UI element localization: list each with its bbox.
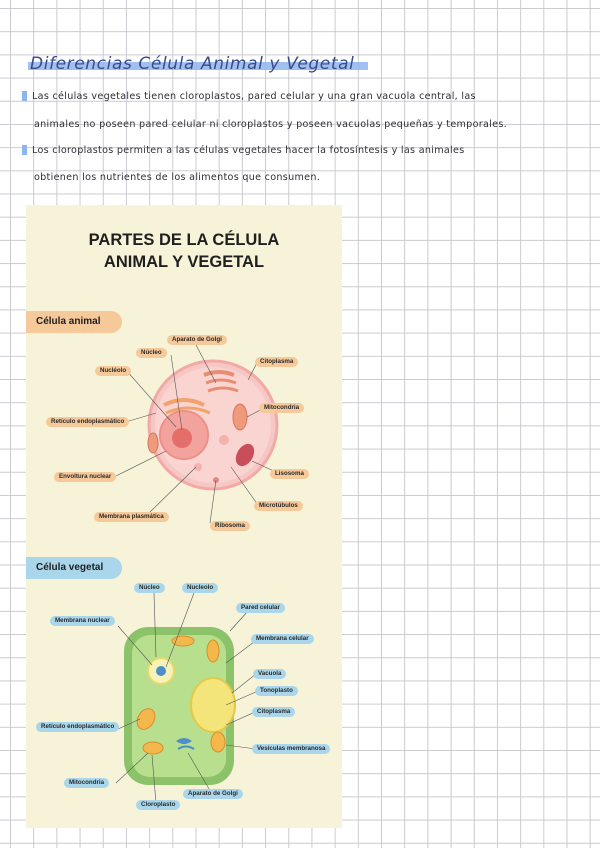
plant-label-citoplasma: Citoplasma bbox=[252, 707, 295, 717]
notes-line-3: Los cloroplastos permiten a las células vegetales hacer la fotosíntesis y las animales bbox=[32, 145, 465, 156]
plant-label-membrana-celular: Membrana celular bbox=[251, 634, 314, 644]
plant-label-golgi: Aparato de Golgi bbox=[183, 789, 243, 799]
animal-label-mitocondria: Mitocondria bbox=[259, 403, 304, 413]
animal-label-membrana: Membrana plasmática bbox=[94, 512, 169, 522]
plant-label-nucleolo: Nucleolo bbox=[182, 583, 218, 593]
notes-title: Diferencias Célula Animal y Vegetal bbox=[30, 54, 355, 74]
animal-cell-heading: Célula animal bbox=[26, 311, 122, 333]
animal-label-reticulo: Retículo endoplasmático bbox=[46, 417, 129, 427]
plant-cell-drawing bbox=[116, 593, 258, 803]
plant-label-membrana-nuclear: Membrana nuclear bbox=[50, 616, 115, 626]
cell-illustrations bbox=[26, 205, 342, 828]
notes-line-2: animales no poseen pared celular ni cloroplastos y poseen vacuolas pequeñas y temporales. bbox=[34, 119, 507, 130]
plant-label-nucleo: Núcleo bbox=[134, 583, 165, 593]
animal-label-citoplasma: Citoplasma bbox=[255, 357, 298, 367]
poster-title-line-2: ANIMAL Y VEGETAL bbox=[103, 253, 265, 271]
notes-line-4: obtienen los nutrientes de los alimentos que consumen. bbox=[34, 172, 321, 183]
animal-label-lisosoma: Lisosoma bbox=[270, 469, 309, 479]
plant-label-tonoplasto: Tonoplasto bbox=[255, 686, 298, 696]
bullet-marker bbox=[22, 91, 27, 101]
cell-poster bbox=[26, 205, 342, 828]
animal-label-ribosoma: Ribosoma bbox=[210, 521, 250, 531]
plant-label-pared: Pared celular bbox=[236, 603, 285, 613]
animal-label-nucleolo: Nucléolo bbox=[95, 366, 131, 376]
animal-label-envoltura: Envoltura nuclear bbox=[54, 472, 116, 482]
plant-label-vacuola: Vacuola bbox=[253, 669, 286, 679]
poster-title-line-1: PARTES DE LA CÉLULA bbox=[88, 231, 280, 249]
bullet-marker bbox=[22, 145, 27, 155]
plant-cell-heading: Célula vegetal bbox=[26, 557, 122, 579]
animal-label-microtubulos: Microtúbulos bbox=[254, 501, 303, 511]
notes-line-1: Las células vegetales tienen cloroplastos, pared celular y una gran vacuola central, las bbox=[32, 91, 476, 102]
animal-label-nucleo: Núcleo bbox=[136, 348, 167, 358]
plant-label-reticulo: Retículo endoplasmático bbox=[36, 722, 119, 732]
plant-label-cloroplasto: Cloroplasto bbox=[136, 800, 180, 810]
plant-label-vesiculas: Vesículas membranosa bbox=[252, 744, 330, 754]
animal-label-golgi: Aparato de Golgi bbox=[167, 335, 227, 345]
plant-label-mitocondria: Mitocondria bbox=[64, 778, 109, 788]
animal-cell-drawing bbox=[116, 345, 278, 523]
